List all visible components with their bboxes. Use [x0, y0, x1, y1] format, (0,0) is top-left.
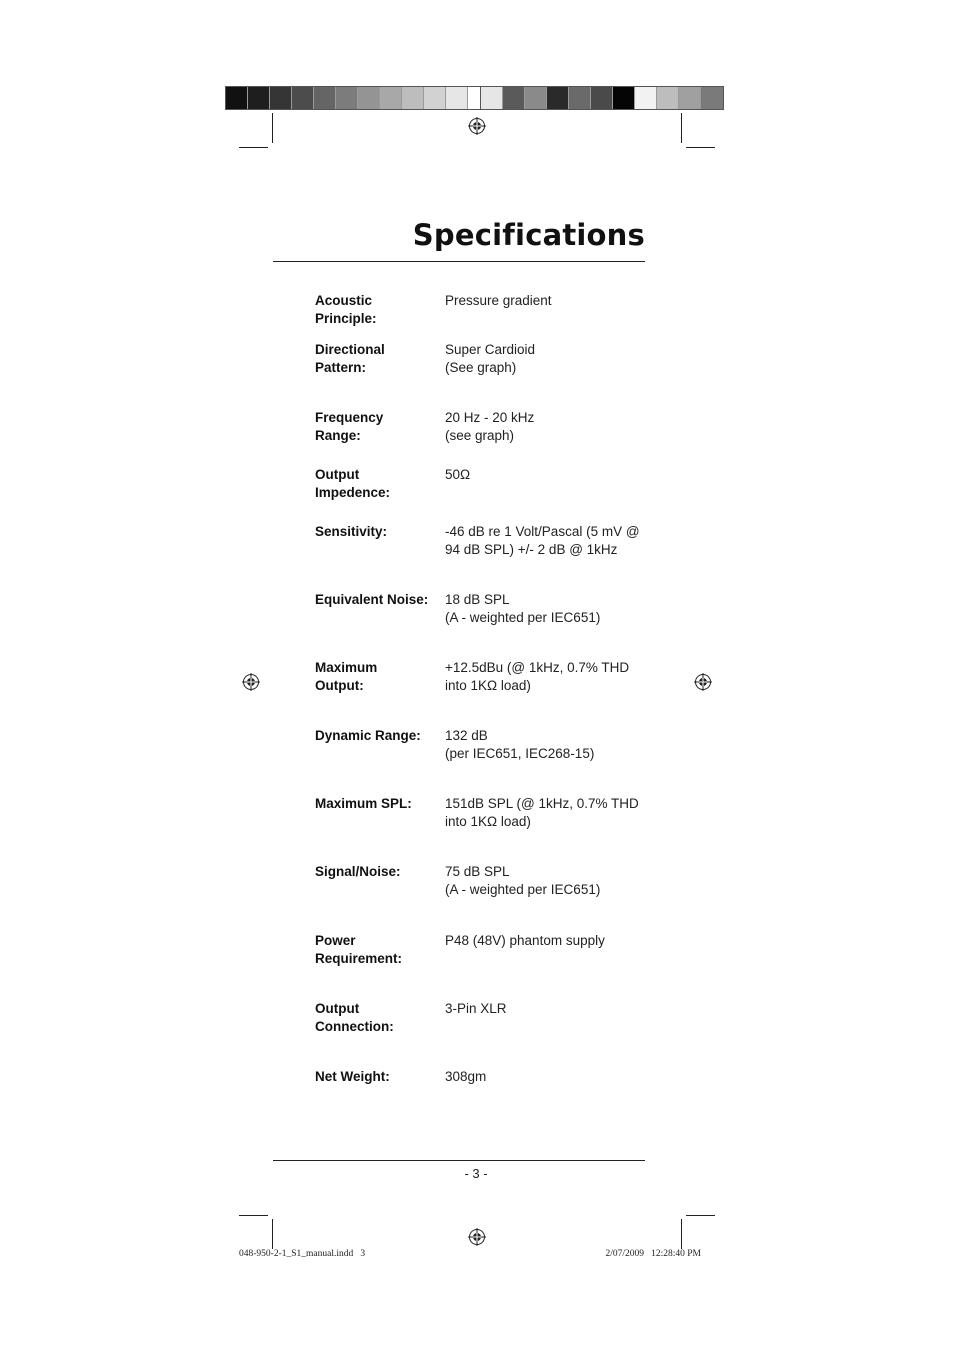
- spec-value: [445, 659, 655, 694]
- spec-label: [315, 409, 443, 444]
- spec-value: [445, 1000, 655, 1018]
- spec-value: [445, 466, 655, 484]
- crop-mark: [686, 1215, 715, 1216]
- color-swatch: [481, 87, 503, 109]
- color-swatch: [358, 87, 380, 109]
- spec-label-line: Maximum SPL:: [315, 796, 412, 811]
- color-swatch: [569, 87, 591, 109]
- slug-timestamp: 2/07/2009 12:28:40 PM: [605, 1249, 701, 1259]
- spec-label: [315, 292, 443, 327]
- spec-label: [315, 863, 443, 881]
- spec-value-line: Pressure gradient: [445, 293, 552, 308]
- spec-value-line: (A - weighted per IEC651): [445, 609, 601, 625]
- spec-value-line: 308gm: [445, 1069, 487, 1084]
- spec-value: [445, 341, 655, 376]
- spec-label-line: Connection:: [315, 1018, 394, 1034]
- spec-label-line: Power: [315, 933, 356, 948]
- spec-label-line: Impedence:: [315, 484, 391, 500]
- color-swatch: [525, 87, 547, 109]
- crop-mark: [239, 1215, 268, 1216]
- spec-label: [315, 341, 443, 376]
- title-rule: [273, 261, 645, 262]
- color-bar-right: [480, 86, 724, 110]
- crop-mark: [686, 147, 715, 148]
- spec-value-line: -46 dB re 1 Volt/Pascal (5 mV @: [445, 524, 640, 539]
- spec-label-line: Output: [315, 1001, 360, 1016]
- color-swatch: [248, 87, 270, 109]
- color-swatch: [292, 87, 314, 109]
- spec-label: [315, 1068, 443, 1086]
- spec-value: [445, 1068, 655, 1086]
- color-swatch: [547, 87, 569, 109]
- color-swatch: [336, 87, 358, 109]
- spec-label: [315, 1000, 443, 1035]
- spec-value-line: 151dB SPL (@ 1kHz, 0.7% THD: [445, 796, 639, 811]
- spec-value-line: +12.5dBu (@ 1kHz, 0.7% THD: [445, 660, 630, 675]
- color-swatch: [424, 87, 446, 109]
- color-swatch: [314, 87, 336, 109]
- color-bar-left: [225, 86, 491, 110]
- crop-mark: [272, 113, 273, 143]
- spec-label: [315, 466, 443, 501]
- spec-value-line: (per IEC651, IEC268-15): [445, 745, 595, 761]
- spec-label-line: Maximum: [315, 660, 378, 675]
- spec-value-line: (See graph): [445, 359, 517, 375]
- spec-value-line: into 1KΩ load): [445, 677, 531, 693]
- spec-label: [315, 727, 443, 745]
- registration-mark-icon: [468, 1228, 486, 1246]
- color-swatch: [679, 87, 701, 109]
- spec-label-line: Equivalent Noise:: [315, 592, 429, 607]
- color-swatch: [270, 87, 292, 109]
- slug-file: 048-950-2-1_S1_manual.indd 3: [239, 1249, 366, 1259]
- spec-value-line: (A - weighted per IEC651): [445, 881, 601, 897]
- spec-value-line: 18 dB SPL: [445, 592, 510, 607]
- spec-value-line: 75 dB SPL: [445, 864, 510, 879]
- spec-value-line: P48 (48V) phantom supply: [445, 933, 605, 948]
- spec-label-line: Directional: [315, 342, 385, 357]
- spec-label-line: Range:: [315, 427, 361, 443]
- spec-value: [445, 727, 655, 762]
- crop-mark: [239, 147, 268, 148]
- registration-mark-icon: [694, 673, 712, 691]
- color-swatch: [657, 87, 679, 109]
- crop-mark: [681, 1219, 682, 1249]
- spec-label-line: Output: [315, 467, 360, 482]
- color-swatch: [503, 87, 525, 109]
- spec-label-line: Pattern:: [315, 359, 367, 375]
- spec-label-line: Signal/Noise:: [315, 864, 401, 879]
- spec-label: [315, 932, 443, 967]
- footer-rule: [273, 1160, 645, 1161]
- spec-label: [315, 591, 443, 609]
- spec-value-line: 132 dB: [445, 728, 488, 743]
- crop-mark: [681, 113, 682, 143]
- color-swatch: [613, 87, 635, 109]
- spec-value-line: into 1KΩ load): [445, 813, 531, 829]
- registration-mark-icon: [242, 673, 260, 691]
- spec-value: [445, 591, 655, 626]
- spec-label-line: Acoustic: [315, 293, 373, 308]
- registration-mark-icon: [468, 117, 486, 135]
- spec-label: [315, 659, 443, 694]
- spec-label-line: Principle:: [315, 310, 377, 326]
- spec-value: [445, 932, 655, 950]
- spec-value-line: (see graph): [445, 427, 515, 443]
- spec-value: [445, 292, 655, 310]
- spec-value-line: 50Ω: [445, 467, 471, 482]
- spec-value-line: 94 dB SPL) +/- 2 dB @ 1kHz: [445, 541, 618, 557]
- color-swatch: [591, 87, 613, 109]
- spec-label-line: Requirement:: [315, 950, 403, 966]
- page-title: Specifications: [412, 218, 645, 252]
- color-swatch: [226, 87, 248, 109]
- color-swatch: [446, 87, 468, 109]
- spec-value-line: 3-Pin XLR: [445, 1001, 507, 1016]
- spec-value-line: 20 Hz - 20 kHz: [445, 410, 535, 425]
- spec-label-line: Dynamic Range:: [315, 728, 421, 743]
- color-swatch: [402, 87, 424, 109]
- spec-value: [445, 523, 655, 558]
- color-swatch: [635, 87, 657, 109]
- spec-value-line: Super Cardioid: [445, 342, 536, 357]
- spec-label: [315, 795, 443, 813]
- spec-label: [315, 523, 443, 541]
- crop-mark: [272, 1219, 273, 1249]
- color-swatch: [701, 87, 723, 109]
- spec-label-line: Frequency: [315, 410, 384, 425]
- spec-label-line: Net Weight:: [315, 1069, 390, 1084]
- spec-value: [445, 795, 655, 830]
- page-number: - 3 -: [464, 1166, 488, 1181]
- spec-value: [445, 863, 655, 898]
- spec-label-line: Sensitivity:: [315, 524, 388, 539]
- color-swatch: [380, 87, 402, 109]
- spec-label-line: Output:: [315, 677, 364, 693]
- spec-value: [445, 409, 655, 444]
